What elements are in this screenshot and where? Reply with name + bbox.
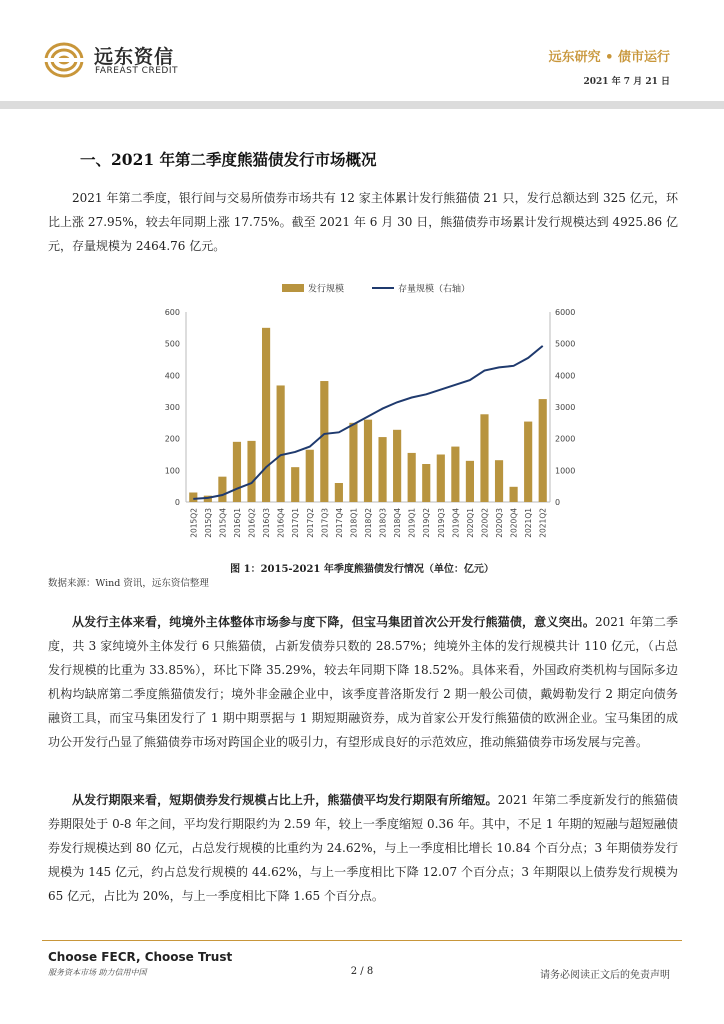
x-tick-label: 2015Q4 — [218, 508, 228, 538]
paragraph-overview — [48, 186, 678, 258]
y-tick-label-left: 600 — [164, 308, 180, 317]
x-tick-label: 2018Q2 — [364, 508, 373, 538]
x-tick-label: 2018Q3 — [378, 508, 388, 538]
chart-bar — [247, 441, 255, 502]
chart-bar — [408, 453, 416, 502]
logo-text-cn: 远东资信 — [94, 46, 175, 68]
chart-bar — [437, 455, 445, 503]
x-tick-label: 2021Q2 — [538, 508, 548, 538]
company-logo — [44, 40, 244, 80]
x-tick-label: 2019Q3 — [436, 508, 446, 538]
x-tick-label: 2019Q2 — [422, 508, 432, 538]
section-title: 一、2021 年第二季度熊猫债发行市场概况 — [80, 150, 377, 169]
logo-emblem-icon — [44, 40, 88, 80]
footer-subslogan: 服务资本市场 助力信用中国 — [48, 968, 147, 977]
x-tick-label: 2019Q4 — [451, 508, 461, 538]
legend-label: 存量规模（右轴） — [398, 284, 471, 295]
report-date: 2021 年 7 月 21 日 — [583, 77, 670, 87]
x-tick-label: 2020Q3 — [495, 508, 505, 538]
chart-bar — [233, 442, 241, 502]
chart-bar — [466, 461, 474, 502]
chart-bar — [364, 420, 372, 502]
x-tick-label: 2017Q3 — [320, 508, 330, 538]
x-tick-label: 2020Q2 — [480, 508, 490, 538]
chart-bar — [262, 328, 270, 502]
legend-label: 发行规模 — [308, 284, 345, 295]
y-tick-label-left: 100 — [164, 466, 180, 476]
header-divider — [0, 101, 724, 109]
chart-bar — [349, 423, 357, 502]
y-tick-label-right: 1000 — [555, 466, 576, 476]
x-tick-label: 2015Q2 — [189, 508, 199, 538]
chart-bar — [393, 430, 401, 502]
x-tick-label: 2018Q4 — [393, 508, 403, 538]
footer-disclaimer: 请务必阅读正文后的免责声明 — [540, 970, 670, 981]
chart-bar — [189, 493, 197, 503]
x-tick-label: 2020Q1 — [465, 508, 475, 538]
chart-bar — [524, 422, 532, 502]
x-tick-label: 2017Q2 — [305, 508, 315, 538]
paragraph-lead: 从发行期限来看，短期债券发行规模占比上升，熊猫债平均发行期限有所缩短。 — [72, 793, 498, 807]
y-tick-label-right: 4000 — [555, 371, 576, 381]
x-tick-label: 2019Q1 — [407, 508, 417, 538]
y-tick-label-left: 400 — [164, 371, 180, 381]
x-tick-label: 2020Q4 — [509, 508, 519, 538]
chart-bar — [218, 477, 226, 502]
chart-svg — [150, 276, 590, 546]
x-tick-label: 2016Q3 — [262, 508, 272, 538]
x-tick-label: 2015Q3 — [203, 508, 213, 538]
chart-bar — [422, 464, 430, 502]
y-tick-label-left: 500 — [164, 339, 180, 349]
chart-bar — [306, 450, 314, 502]
chart-bar — [291, 467, 299, 502]
chart-bar — [480, 414, 488, 502]
issuance-chart — [150, 276, 590, 546]
x-tick-label: 2016Q4 — [276, 508, 286, 538]
y-tick-label-right: 2000 — [555, 434, 576, 444]
report-series: 远东研究 • 债市运行 — [548, 50, 670, 65]
chart-bar — [510, 487, 518, 502]
footer-divider — [42, 940, 682, 941]
chart-bar — [495, 460, 503, 502]
chart-bar — [335, 483, 343, 502]
legend-swatch-bar — [282, 284, 304, 292]
y-tick-label-left: 0 — [174, 498, 180, 507]
x-tick-label: 2018Q1 — [349, 508, 359, 538]
paragraph-text: 2021 年第二季度，银行间与交易所债券市场共有 12 家主体累计发行熊猫债 21 只，发行总额达到 325 亿元，环比上涨 27.95%，较去年同期上涨 17.75%。截至 2021 年 6 月 30 日，熊猫债券市场累计发行规模达到 4925.86 亿元，存量规模为 2464.76 亿元。 — [48, 191, 678, 253]
x-tick-label: 2016Q1 — [232, 508, 242, 538]
chart-bar — [277, 385, 285, 502]
y-tick-label-left: 300 — [164, 403, 180, 412]
page-number: 2 / 8 — [350, 966, 374, 977]
y-tick-label-right: 0 — [555, 498, 561, 507]
x-tick-label: 2021Q1 — [524, 508, 534, 538]
chart-bar — [378, 437, 386, 502]
y-tick-label-right: 5000 — [555, 339, 576, 349]
logo-text-en: FAREAST CREDIT — [95, 66, 178, 76]
chart-bar — [451, 447, 459, 502]
footer-slogan: Choose FECR, Choose Trust — [48, 950, 233, 964]
y-tick-label-right: 6000 — [555, 308, 576, 317]
x-tick-label: 2017Q1 — [291, 508, 301, 538]
y-tick-label-right: 3000 — [555, 403, 576, 412]
paragraph-text: 2021 年第二季度，共 3 家纯境外主体发行 6 只熊猫债，占新发债券只数的 28.57%；纯境外主体的发行规模共计 110 亿元，（占总发行规模的比重为 33.85%），环比下降 35.29%，较去年同期下降 18.52%。具体来看，外国政府类机构与国际多边机构均缺席第二季度熊猫债发行；境外非金融企业中，该季度普洛斯发行 2 期一般公司债，戴姆勒发行 2 期定向债务融资工具，而宝马集团发行了 1 期中期票据与 1 期短期融资券，成为首家公开发行熊猫债的欧洲企业。宝马集团的成功公开发行凸显了熊猫债券市场对跨国企业的吸引力，有望形成良好的示范效应，推动熊猫债券市场发展与完善。 — [48, 615, 678, 749]
paragraph-maturity — [48, 788, 678, 908]
chart-bar — [539, 399, 547, 502]
paragraph-issuers — [48, 610, 678, 754]
x-tick-label: 2016Q2 — [247, 508, 257, 538]
chart-bar — [320, 381, 328, 502]
x-tick-label: 2017Q4 — [334, 508, 344, 538]
y-tick-label-left: 200 — [164, 434, 180, 444]
paragraph-text: 2021 年第二季度新发行的熊猫债券期限处于 0-8 年之间，平均发行期限约为 2.59 年，较上一季度缩短 0.36 年。其中，不足 1 年期的短融与超短融债券发行规模达到 80 亿元，占总发行规模的比重约为 24.62%，与上一季度相比增长 10.84 个百分点；3 年期债券发行规模为 145 亿元，约占总发行规模的 44.62%，与上一季度相比下降 12.07 个百分点；3 年期限以上债券发行规模为 65 亿元，占比为 20%，与上一季度相比下降 1.65 个百分点。 — [48, 793, 678, 903]
data-source: 数据来源：Wind 资讯，远东资信整理 — [48, 578, 209, 589]
paragraph-lead: 从发行主体来看，纯境外主体整体市场参与度下降，但宝马集团首次公开发行熊猫债，意义突出。 — [72, 615, 595, 629]
chart-caption: 图 1：2015-2021 年季度熊猫债发行情况（单位：亿元） — [230, 564, 494, 575]
